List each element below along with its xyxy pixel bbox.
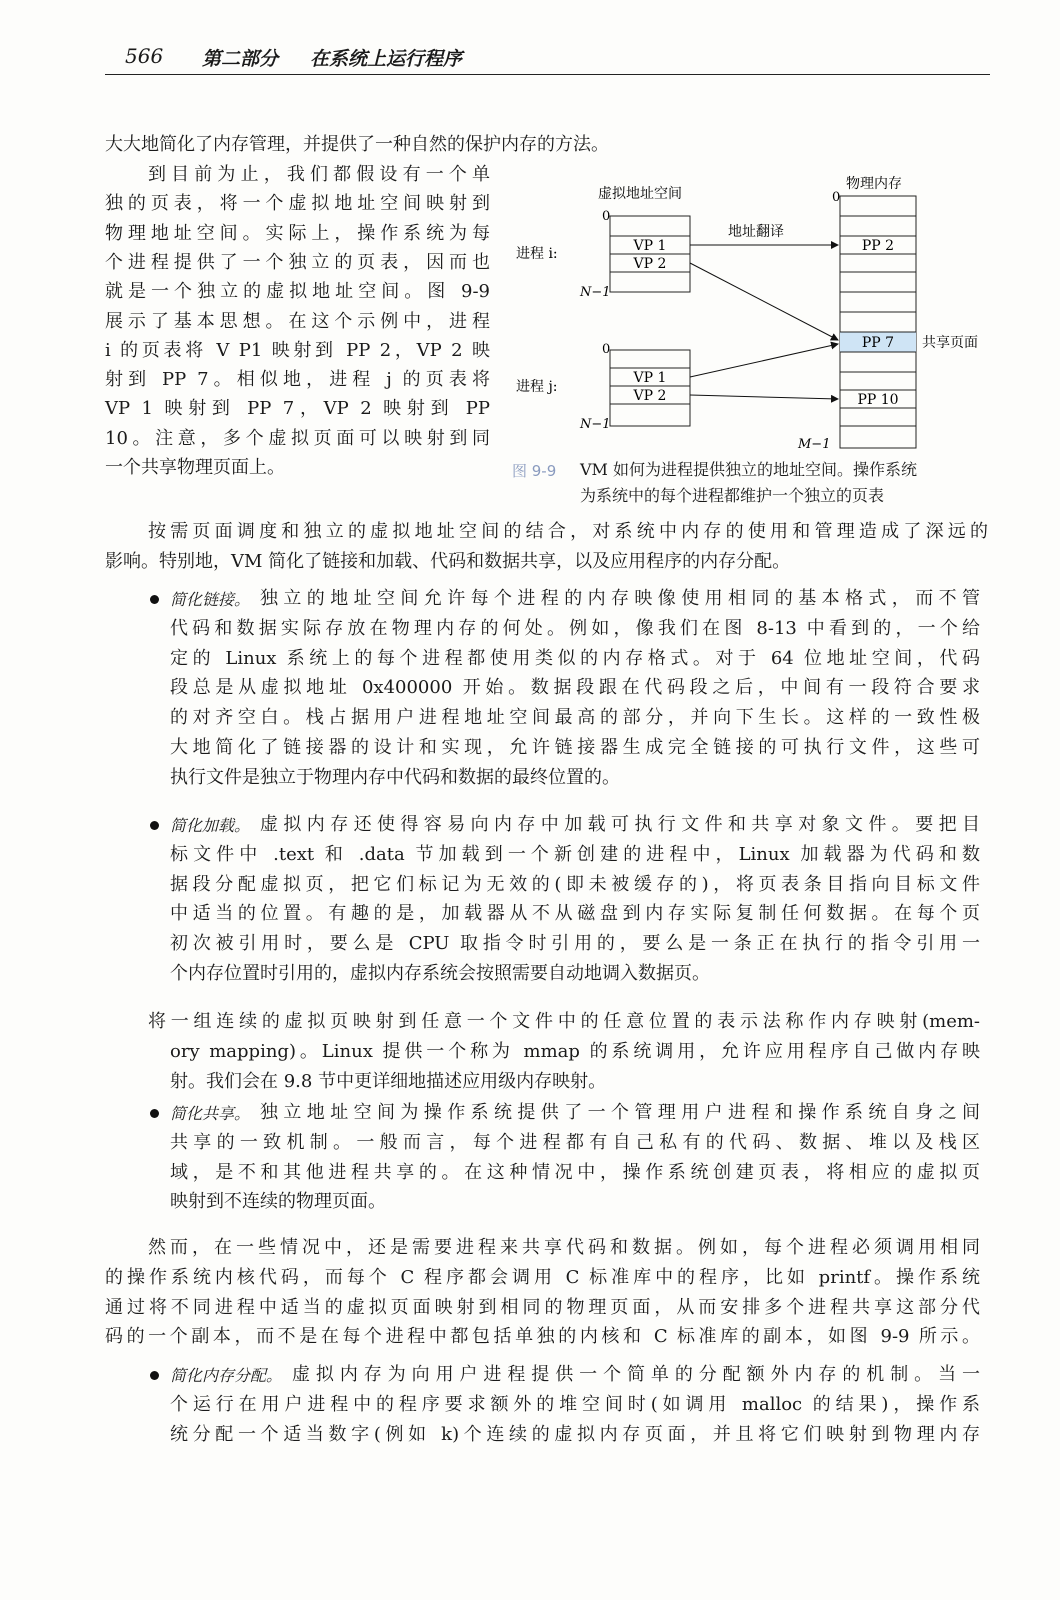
page-number: 566	[125, 44, 164, 68]
paragraph-wrap-line: 射到 PP 7。相似地，进程 j 的页表将	[105, 369, 490, 391]
paragraph-wrap-line: 就是一个独立的虚拟地址空间。图 9-9	[105, 281, 490, 303]
bullet-term: 简化共享。	[170, 1104, 251, 1123]
figure-9-9-diagram	[510, 168, 990, 458]
bullet-marker	[150, 821, 159, 830]
bullet-text-line: 标文件中 .text 和 .data 节加载到一个新创建的进程中，Linux 加载器为代码和数	[170, 843, 980, 865]
bullet-text-line: 初次被引用时，要么是 CPU 取指令时引用的，要么是一条正在执行的指令引用一	[170, 933, 980, 955]
pp7-label: PP 7	[861, 335, 895, 351]
sharing-paragraph-line: 然而，在一些情况中，还是需要进程来共享代码和数据。例如，每个进程必须调用相同	[148, 1237, 980, 1258]
arrow-vp2i-pp7	[690, 263, 838, 340]
paragraph-wrap-line: i 的页表将 V P1 映射到 PP 2，VP 2 映	[105, 339, 490, 361]
bullet-marker	[150, 1109, 159, 1118]
bullet-term: 简化加载。	[170, 816, 251, 835]
bullet-text-line: 虚拟内存还使得容易向内存中加载可执行文件和共享对象文件。要把目	[260, 814, 980, 835]
vp2-i: VP 2	[633, 256, 667, 272]
mmap-line: 将一组连续的虚拟页映射到任意一个文件中的任意位置的表示法称作内存映射(mem-	[148, 1011, 980, 1032]
vp1-j: VP 1	[633, 370, 667, 386]
bullet-text-line: 虚拟内存为向用户进程提供一个简单的分配额外内存的机制。当一	[292, 1364, 980, 1385]
bullet-text-line: 中适当的位置。有趣的是，加载器从不从磁盘到内存实际复制任何数据。在每个页	[170, 903, 980, 925]
part-title: 在系统上运行程序	[310, 48, 463, 70]
bullet-text-line: 据段分配虚拟页，把它们标记为无效的(即未被缓存的)，将页表条目指向目标文件	[170, 873, 980, 895]
bullet-marker	[150, 1371, 159, 1380]
bullet-text-line: 域，是不和其他进程共享的。在这种情况中，操作系统创建页表，将相应的虚拟页	[170, 1161, 980, 1183]
address-translation-label: 地址翻译	[728, 224, 784, 240]
bullet-text-line: 大地简化了链接器的设计和实现，允许链接器生成完全链接的可执行文件，这些可	[170, 737, 980, 758]
sharing-paragraph-line: 的操作系统内核代码，而每个 C 程序都会调用 C 标准库中的程序，比如 printf。操作系统	[105, 1266, 980, 1288]
paragraph-wrap-line: 物理地址空间。实际上，操作系统为每	[105, 222, 490, 244]
vp1-i: VP 1	[633, 238, 667, 254]
paragraph-wrap-line: 独的页表，将一个虚拟地址空间映射到	[105, 193, 490, 215]
sharing-paragraph-line: 码的一个副本，而不是在每个进程中都包括单独的内核和 C 标准库的副本，如图 9-9 所示。	[105, 1326, 980, 1348]
part-label: 第二部分	[202, 48, 279, 70]
bullet-text-line: 的对齐空白。栈占据用户进程地址空间最高的部分，并向下生长。这样的一致性极	[170, 707, 980, 729]
figure-caption-line-2: 为系统中的每个进程都维护一个独立的页表	[580, 486, 885, 505]
arrow-vp1j-pp7	[690, 344, 838, 377]
figure-caption-line-1: VM 如何为进程提供独立的地址空间。操作系统	[580, 460, 918, 479]
paragraph-wrap-line: 展示了基本思想。在这个示例中，进程	[105, 310, 490, 332]
pp2-label: PP 2	[861, 238, 895, 254]
process-j-label: 进程 j:	[516, 379, 558, 395]
bullet-text-line: 个运行在用户进程中的程序要求额外的堆空间时(如调用 malloc 的结果)，操作系	[170, 1393, 980, 1415]
bullet-marker	[150, 595, 159, 604]
bullet-text-line: 映射到不连续的物理页面。	[170, 1191, 386, 1213]
sharing-paragraph-line: 通过将不同进程中适当的虚拟页面映射到相同的物理页面，从而安排多个进程共享这部分代	[105, 1296, 980, 1318]
figure-label: 图 9-9	[512, 462, 557, 480]
bullet-text-line: 共享的一致机制。一般而言，每个进程都有自己私有的代码、数据、堆以及栈区	[170, 1131, 980, 1153]
vas-i-zero: 0	[602, 209, 611, 224]
bullet-text-line: 统分配一个适当数字(例如 k)个连续的虚拟内存页面，并且将它们映射到物理内存	[170, 1423, 980, 1445]
paragraph-wrap-line: 一个共享物理页面上。	[105, 457, 285, 478]
pm-title: 物理内存	[846, 176, 902, 192]
paragraph-wrap-line: 到目前为止，我们都假设有一个单	[148, 164, 490, 185]
paragraph-wrap-line: VP 1 映射到 PP 7，VP 2 映射到 PP	[105, 398, 490, 420]
paragraph-vm-impact-line: 按需页面调度和独立的虚拟地址空间的结合，对系统中内存的使用和管理造成了深远的	[148, 521, 988, 542]
bullet-text-line: 定的 Linux 系统上的每个进程都使用类似的内存格式。对于 64 位地址空间，代码	[170, 647, 980, 669]
paragraph-continuation: 大大地简化了内存管理，并提供了一种自然的保护内存的方法。	[105, 134, 609, 155]
bullet-text-line: 段总是从虚拟地址 0x400000 开始。数据段跟在代码段之后，中间有一段符合要求	[170, 677, 980, 699]
bullet-text-line: 个内存位置时引用的，虚拟内存系统会按照需要自动地调入数据页。	[170, 963, 710, 984]
vas-j-n-1: N−1	[580, 417, 611, 432]
paragraph-wrap-line: 10。注意，多个虚拟页面可以映射到同	[105, 427, 490, 449]
pm-frame	[840, 196, 916, 448]
pp10-label: PP 10	[857, 392, 899, 408]
vas-title: 虚拟地址空间	[598, 186, 682, 202]
vas-i-n-1: N−1	[580, 285, 611, 300]
bullet-text-line: 执行文件是独立于物理内存中代码和数据的最终位置的。	[170, 766, 620, 788]
process-i-label: 进程 i:	[516, 246, 558, 262]
bullet-term: 简化链接。	[170, 590, 251, 609]
paragraph-wrap-line: 个进程提供了一个独立的页表，因而也	[105, 251, 490, 273]
pm-zero: 0	[832, 190, 841, 205]
arrow-vp2j-pp10	[690, 395, 838, 399]
shared-page-label: 共享页面	[922, 335, 978, 351]
vas-j-zero: 0	[602, 342, 611, 357]
bullet-text-line: 独立的地址空间允许每个进程的内存映像使用相同的基本格式，而不管	[260, 588, 980, 609]
bullet-text-line: 代码和数据实际存放在物理内存的何处。例如，像我们在图 8-13 中看到的，一个给	[170, 617, 980, 639]
bullet-term: 简化内存分配。	[170, 1366, 283, 1385]
mmap-line: ory mapping)。Linux 提供一个称为 mmap 的系统调用，允许应用程序自己做内存映	[170, 1040, 980, 1062]
paragraph-vm-impact-line: 影响。特别地，VM 简化了链接和加载、代码和数据共享，以及应用程序的内存分配。	[105, 550, 791, 572]
mmap-line: 射。我们会在 9.8 节中更详细地描述应用级内存映射。	[170, 1070, 607, 1092]
running-header	[105, 40, 990, 75]
pm-m-1: M−1	[798, 437, 831, 452]
bullet-text-line: 独立地址空间为操作系统提供了一个管理用户进程和操作系统自身之间	[260, 1102, 980, 1123]
vp2-j: VP 2	[633, 388, 667, 404]
